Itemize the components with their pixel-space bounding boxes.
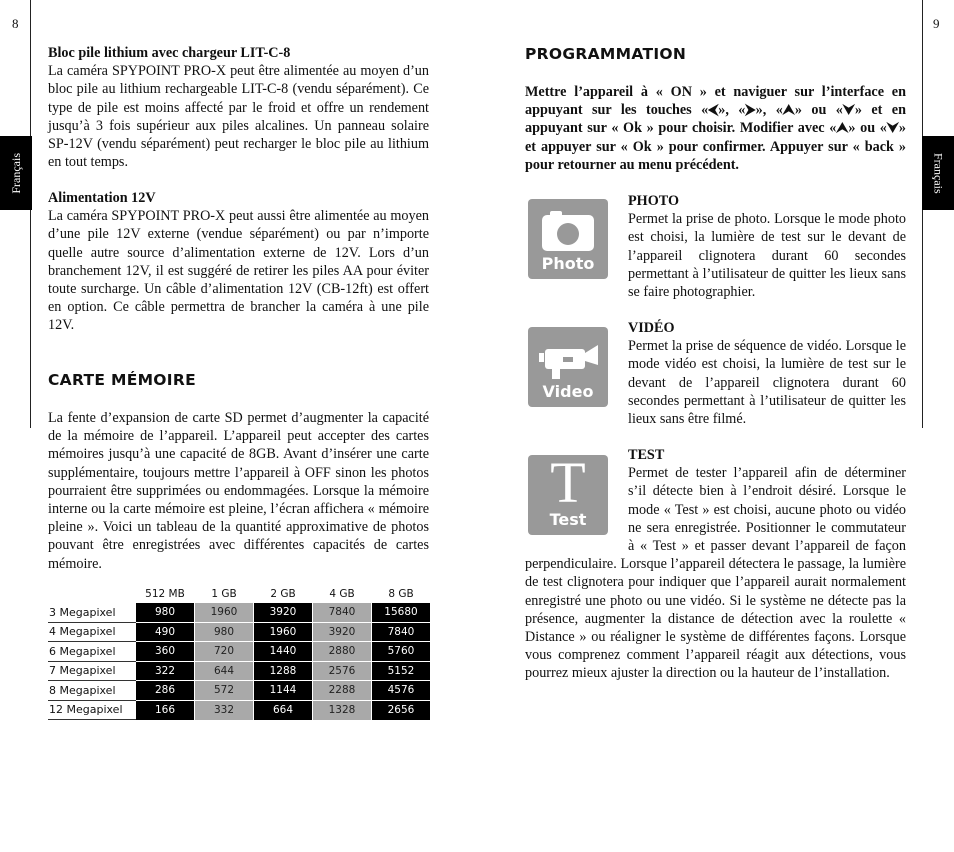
camera-icon — [528, 205, 608, 257]
table-cell: 360 — [136, 642, 195, 662]
table-row — [48, 622, 431, 642]
power-section — [48, 189, 429, 335]
programming-section — [525, 83, 906, 174]
memory-capacity-table — [48, 585, 431, 720]
test-mode-section — [525, 446, 906, 683]
table-cell: 3920 — [254, 603, 313, 623]
memory-section — [48, 409, 429, 573]
table-cell: 2880 — [313, 642, 372, 662]
video-mode-title: VIDÉO — [628, 320, 675, 336]
memory-heading: CARTE MÉMOIRE — [48, 371, 196, 389]
row-label: 12 Megapixel — [48, 700, 136, 720]
memory-text: La fente d’expansion de carte SD permet d’augmenter la capacité de la mémoire de l’appareil. L’appareil peut accepter des cartes mémoires jusqu’à une capacité de 8GB. Avant d’insérer une carte supplémentaire, toujours mettre l’appareil à OFF sinon les photos pourraient être supprimées ou endommagées. Lorsque la mémoire interne ou la carte mémoire est pleine, l’écran affichera « mémoire pleine ». Voici un tableau de la quantité approximative de photos pouvant être enregistrées avec différentes capacités de cartes mémoire. — [48, 410, 429, 572]
table-cell: 2288 — [313, 681, 372, 701]
table-cell: 4576 — [372, 681, 431, 701]
table-row — [48, 661, 431, 681]
table-cell: 7840 — [313, 603, 372, 623]
language-tab-label: Français — [8, 152, 23, 194]
video-mode-text: Permet la prise de séquence de vidéo. Lorsque le mode vidéo est choisi, la lumière de test sur le devant de l’appareil clignotera durant 60 secondes permettant à l’utilisateur de quitter les lieux sans être filmé. — [628, 338, 906, 428]
test-mode-text: Permet de tester l’appareil afin de déterminer s’il détecte bien à l’endroit désiré. Lorsque le mode « Test » est choisi, aucune photo ou vidéo ne sera enregistrée. Positionner le commutateur à « Test » et passer devant l’appareil de façon perpendiculaire. Lorsque l’appareil détectera le passage, la lumière de test clignotera pour indiquer que l’appareil aurait normalement enregistré une photo ou une vidéo. Si le système ne détecte pas la présence, augmenter la distance de détection avec la roulette « Distance » ou réaligner le système de différentes façons. Lorsque vous comprenez comment l’appareil réagit aux détections, vous pourrez mieux ajuster la direction ou la hauteur de l’installation. — [525, 465, 906, 682]
video-camera-icon — [528, 333, 608, 385]
table-corner — [48, 585, 136, 603]
table-cell: 7840 — [372, 622, 431, 642]
table-cell: 644 — [195, 661, 254, 681]
video-mode-icon — [528, 327, 608, 407]
table-cell: 980 — [195, 622, 254, 642]
photo-icon-label: Photo — [541, 254, 595, 273]
table-header-row — [48, 585, 431, 603]
language-tab-label: Français — [931, 152, 946, 194]
table-cell: 332 — [195, 700, 254, 720]
left-margin-rule — [30, 0, 31, 428]
page-number-right: 9 — [933, 16, 940, 31]
programming-heading: PROGRAMMATION — [525, 45, 687, 63]
test-icon-label: Test — [549, 510, 587, 529]
table-row — [48, 681, 431, 701]
table-row — [48, 642, 431, 662]
table-cell: 3920 — [313, 622, 372, 642]
table-cell: 572 — [195, 681, 254, 701]
table-col-header: 512 MB — [145, 587, 185, 600]
row-label: 3 Megapixel — [48, 603, 136, 623]
row-label: 7 Megapixel — [48, 661, 136, 681]
table-cell: 322 — [136, 661, 195, 681]
video-icon-label: Video — [542, 382, 594, 401]
table-cell: 1328 — [313, 700, 372, 720]
table-cell: 720 — [195, 642, 254, 662]
table-cell: 166 — [136, 700, 195, 720]
table-row — [48, 700, 431, 720]
test-icon-wrap — [525, 446, 628, 538]
table-cell: 1288 — [254, 661, 313, 681]
table-cell: 15680 — [372, 603, 431, 623]
battery-text: La caméra SPYPOINT PRO-X peut être alimentée au moyen d’un bloc pile au lithium rechargeable LIT-C-8 (vendu séparément). Ce type de pile est moins affecté par le froid et offre un rendement jusqu’à 3 fois supérieur aux piles alcalines. Un panneau solaire SP-12V (vendu séparément) peut recharger le bloc pile au lithium en tout temps. — [48, 63, 429, 171]
table-col-header: 1 GB — [211, 587, 237, 600]
table-cell: 1144 — [254, 681, 313, 701]
table-row — [48, 603, 431, 623]
table-cell: 1440 — [254, 642, 313, 662]
power-heading: Alimentation 12V — [48, 190, 156, 206]
table-col-header: 4 GB — [329, 587, 355, 600]
table-cell: 1960 — [195, 603, 254, 623]
page-number-left: 8 — [12, 16, 19, 31]
row-label: 4 Megapixel — [48, 622, 136, 642]
table-cell: 980 — [136, 603, 195, 623]
test-t-icon: T — [550, 455, 586, 515]
table-col-header: 8 GB — [388, 587, 414, 600]
video-mode-section — [628, 319, 906, 428]
power-text: La caméra SPYPOINT PRO-X peut aussi être alimentée au moyen d’une pile 12V externe (vendue séparément) ou par n’importe quelle autre source d’alimentation externe de 12V. Lors d’un branchement 12V, il est suggéré de retirer les piles AA pour éviter toute surcharge. Un câble d’alimentation 12V (CB-12ft) est offert en option. Ce câble permettra de brancher la caméra à une pile 12V. — [48, 208, 429, 334]
table-cell: 664 — [254, 700, 313, 720]
programming-intro: Mettre l’appareil à « ON » et naviguer sur l’interface en appuyant sur les touches «⮜», «⮞», «⮝» ou «⮟» et en appuyant sur « Ok » pour choisir. Modifier avec «⮝» ou «⮟» et appuyer sur « Ok » pour confirmer. Appuyer sur « back » pour retourner au menu précédent. — [525, 84, 906, 173]
language-tab-left — [0, 136, 32, 210]
table-cell: 286 — [136, 681, 195, 701]
photo-mode-title: PHOTO — [628, 193, 679, 209]
battery-heading: Bloc pile lithium avec chargeur LIT-C-8 — [48, 45, 291, 61]
table-cell: 2656 — [372, 700, 431, 720]
table-col-header: 2 GB — [270, 587, 296, 600]
battery-section — [48, 44, 429, 171]
photo-mode-section — [628, 192, 906, 301]
language-tab-right — [922, 136, 954, 210]
row-label: 8 Megapixel — [48, 681, 136, 701]
row-label: 6 Megapixel — [48, 642, 136, 662]
photo-mode-icon — [528, 199, 608, 279]
table-cell: 5152 — [372, 661, 431, 681]
table-cell: 1960 — [254, 622, 313, 642]
test-mode-title: TEST — [628, 447, 665, 463]
photo-mode-text: Permet la prise de photo. Lorsque le mode photo est choisi, la lumière de test sur le devant de l’appareil clignotera durant 60 secondes permettant à l’utilisateur de quitter les lieux sans se faire photographier. — [628, 211, 906, 301]
table-cell: 2576 — [313, 661, 372, 681]
right-margin-rule — [922, 0, 923, 428]
table-cell: 490 — [136, 622, 195, 642]
table-cell: 5760 — [372, 642, 431, 662]
